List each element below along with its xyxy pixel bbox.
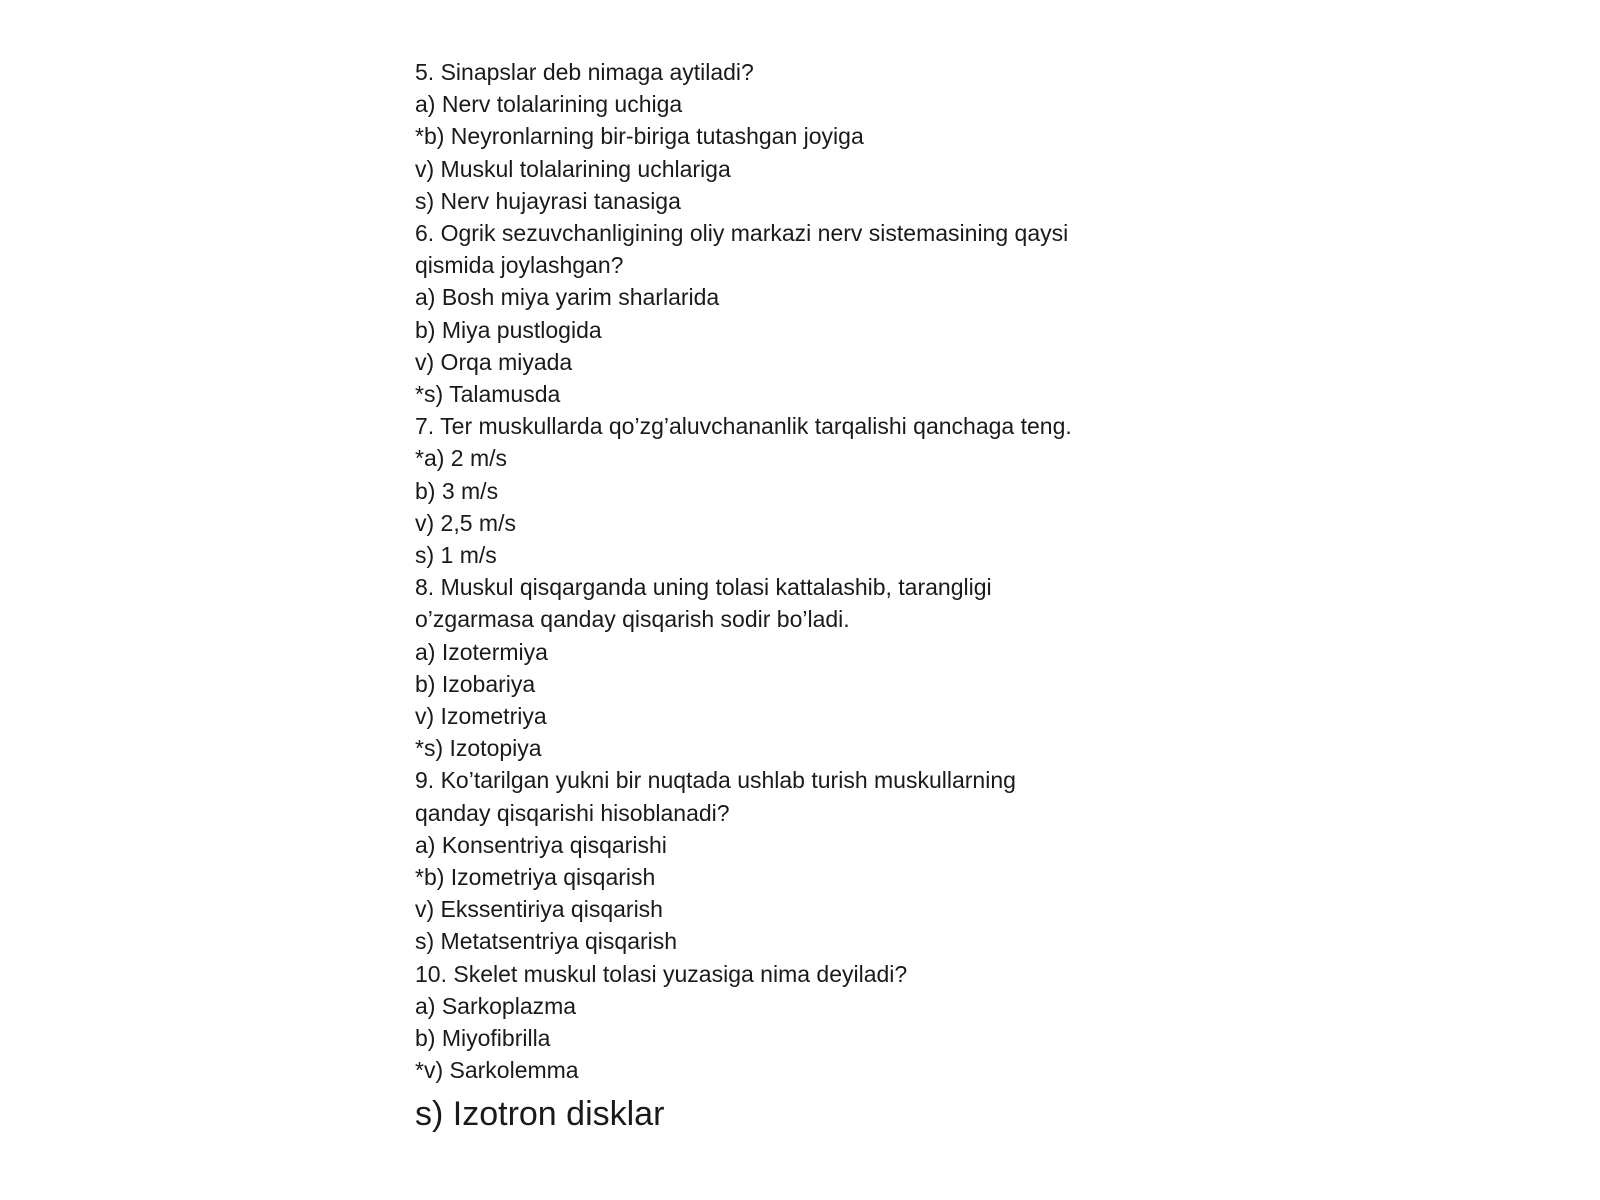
question-9: 9. Ko’tarilgan yukni bir nuqtada ushlab turish muskullarning [415, 767, 1016, 794]
question-8: 8. Muskul qisqarganda uning tolasi kattalashib, tarangligi [415, 574, 992, 601]
question-5: 5. Sinapslar deb nimaga aytiladi? [415, 59, 754, 85]
answer-option: v) Ekssentiriya qisqarish [415, 896, 663, 923]
answer-option: a) Sarkoplazma [415, 992, 577, 1019]
answer-option: s) Nerv hujayrasi tanasiga [415, 187, 681, 214]
question-9-continued: qanday qisqarishi hisoblanadi? [415, 799, 730, 826]
answer-option-correct: *a) 2 m/s [415, 445, 508, 472]
answer-option-correct: *b) Izometriya qisqarish [415, 864, 656, 891]
answer-option: b) 3 m/s [415, 477, 499, 504]
answer-option-correct: *s) Izotopiya [415, 735, 542, 762]
answer-option-correct: *b) Neyronlarning bir-biriga tutashgan joyiga [415, 123, 864, 150]
answer-option: s) Metatsentriya qisqarish [415, 928, 678, 955]
answer-option: a) Konsentriya qisqarishi [415, 831, 667, 858]
answer-option: a) Bosh miya yarim sharlarida [415, 284, 720, 311]
answer-option: v) Orqa miyada [415, 348, 573, 375]
question-7: 7. Ter muskullarda qo’zg’aluvchananlik tarqalishi qanchaga teng. [415, 413, 1072, 440]
answer-option: s) 1 m/s [415, 542, 497, 569]
answer-option: b) Miyofibrilla [415, 1025, 551, 1052]
answer-option: b) Miya pustlogida [415, 316, 602, 343]
question-6-continued: qismida joylashgan? [415, 252, 624, 279]
question-6: 6. Ogrik sezuvchanligining oliy markazi nerv sistemasining qaysi [415, 220, 1069, 247]
answer-option-correct: *s) Talamusda [415, 381, 561, 408]
answer-option: a) Izotermiya [415, 638, 548, 665]
question-10: 10. Skelet muskul tolasi yuzasiga nima deyiladi? [415, 960, 908, 987]
answer-option: v) Muskul tolalarining uchlariga [415, 155, 731, 182]
answer-option-correct: *v) Sarkolemma [415, 1057, 579, 1084]
question-8-continued: o’zgarmasa qanday qisqarish sodir bo’ladi. [415, 606, 850, 633]
answer-option: b) Izobariya [415, 670, 536, 697]
answer-option-large: s) Izotron disklar [415, 1094, 665, 1133]
answer-option: v) Izometriya [415, 703, 547, 730]
quiz-text-block [415, 56, 1135, 1139]
answer-option: a) Nerv tolalarining uchiga [415, 91, 683, 118]
answer-option: v) 2,5 m/s [415, 509, 516, 536]
